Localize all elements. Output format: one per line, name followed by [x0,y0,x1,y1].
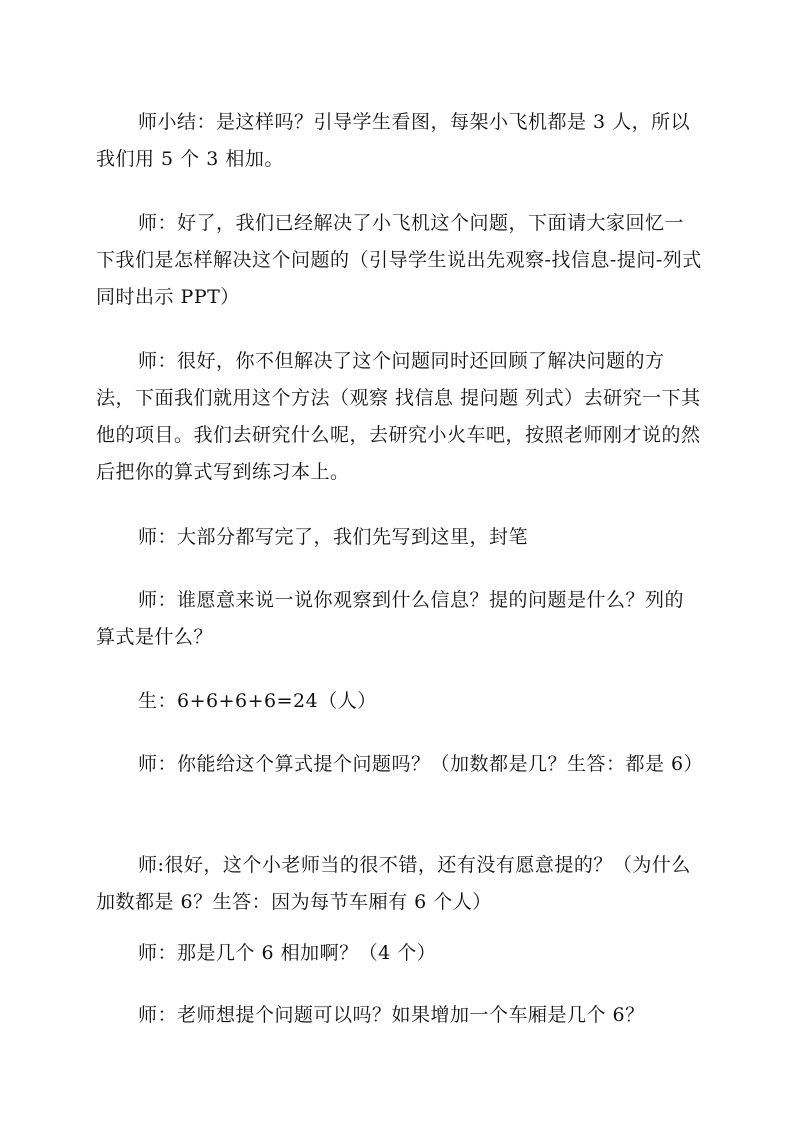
paragraph-8: 师:很好，这个小老师当的很不错，还有没有愿意提的？（为什么加数都是 6？生答：因为每节车厢有 6 个人） [96,854,691,913]
paragraph-2: 师：好了，我们已经解决了小飞机这个问题，下面请大家回忆一下我们是怎样解决这个问题的（引导学生说出先观察-找信息-提问-列式同时出示 PPT） [96,212,702,308]
paragraph-4: 师：大部分都写完了，我们先写到这里，封笔 [138,526,529,548]
paragraph-9: 师：那是几个 6 相加啊？（4 个） [138,942,437,964]
paragraph-6: 生：6+6+6+6=24（人） [138,690,377,712]
paragraph-3: 师：很好，你不但解决了这个问题同时还回顾了解决问题的方法，下面我们就用这个方法（观察 找信息 提问题 列式）去研究一下其他的项目。我们去研究什么呢，去研究小火车吧，按照老师刚才说的然后把你的算式写到练习本上。 [96,350,701,483]
paragraph-10: 师：老师想提个问题可以吗？如果增加一个车厢是几个 6？ [138,1004,645,1026]
paragraph-1: 师小结：是这样吗？引导学生看图，每架小飞机都是 3 人，所以我们用 5 个 3 相加。 [96,111,691,170]
paragraph-7: 师：你能给这个算式提个问题吗？（加数都是几？生答：都是 6） [138,753,704,775]
paragraph-5: 师：谁愿意来说一说你观察到什么信息？提的问题是什么？列的算式是什么？ [96,589,685,648]
